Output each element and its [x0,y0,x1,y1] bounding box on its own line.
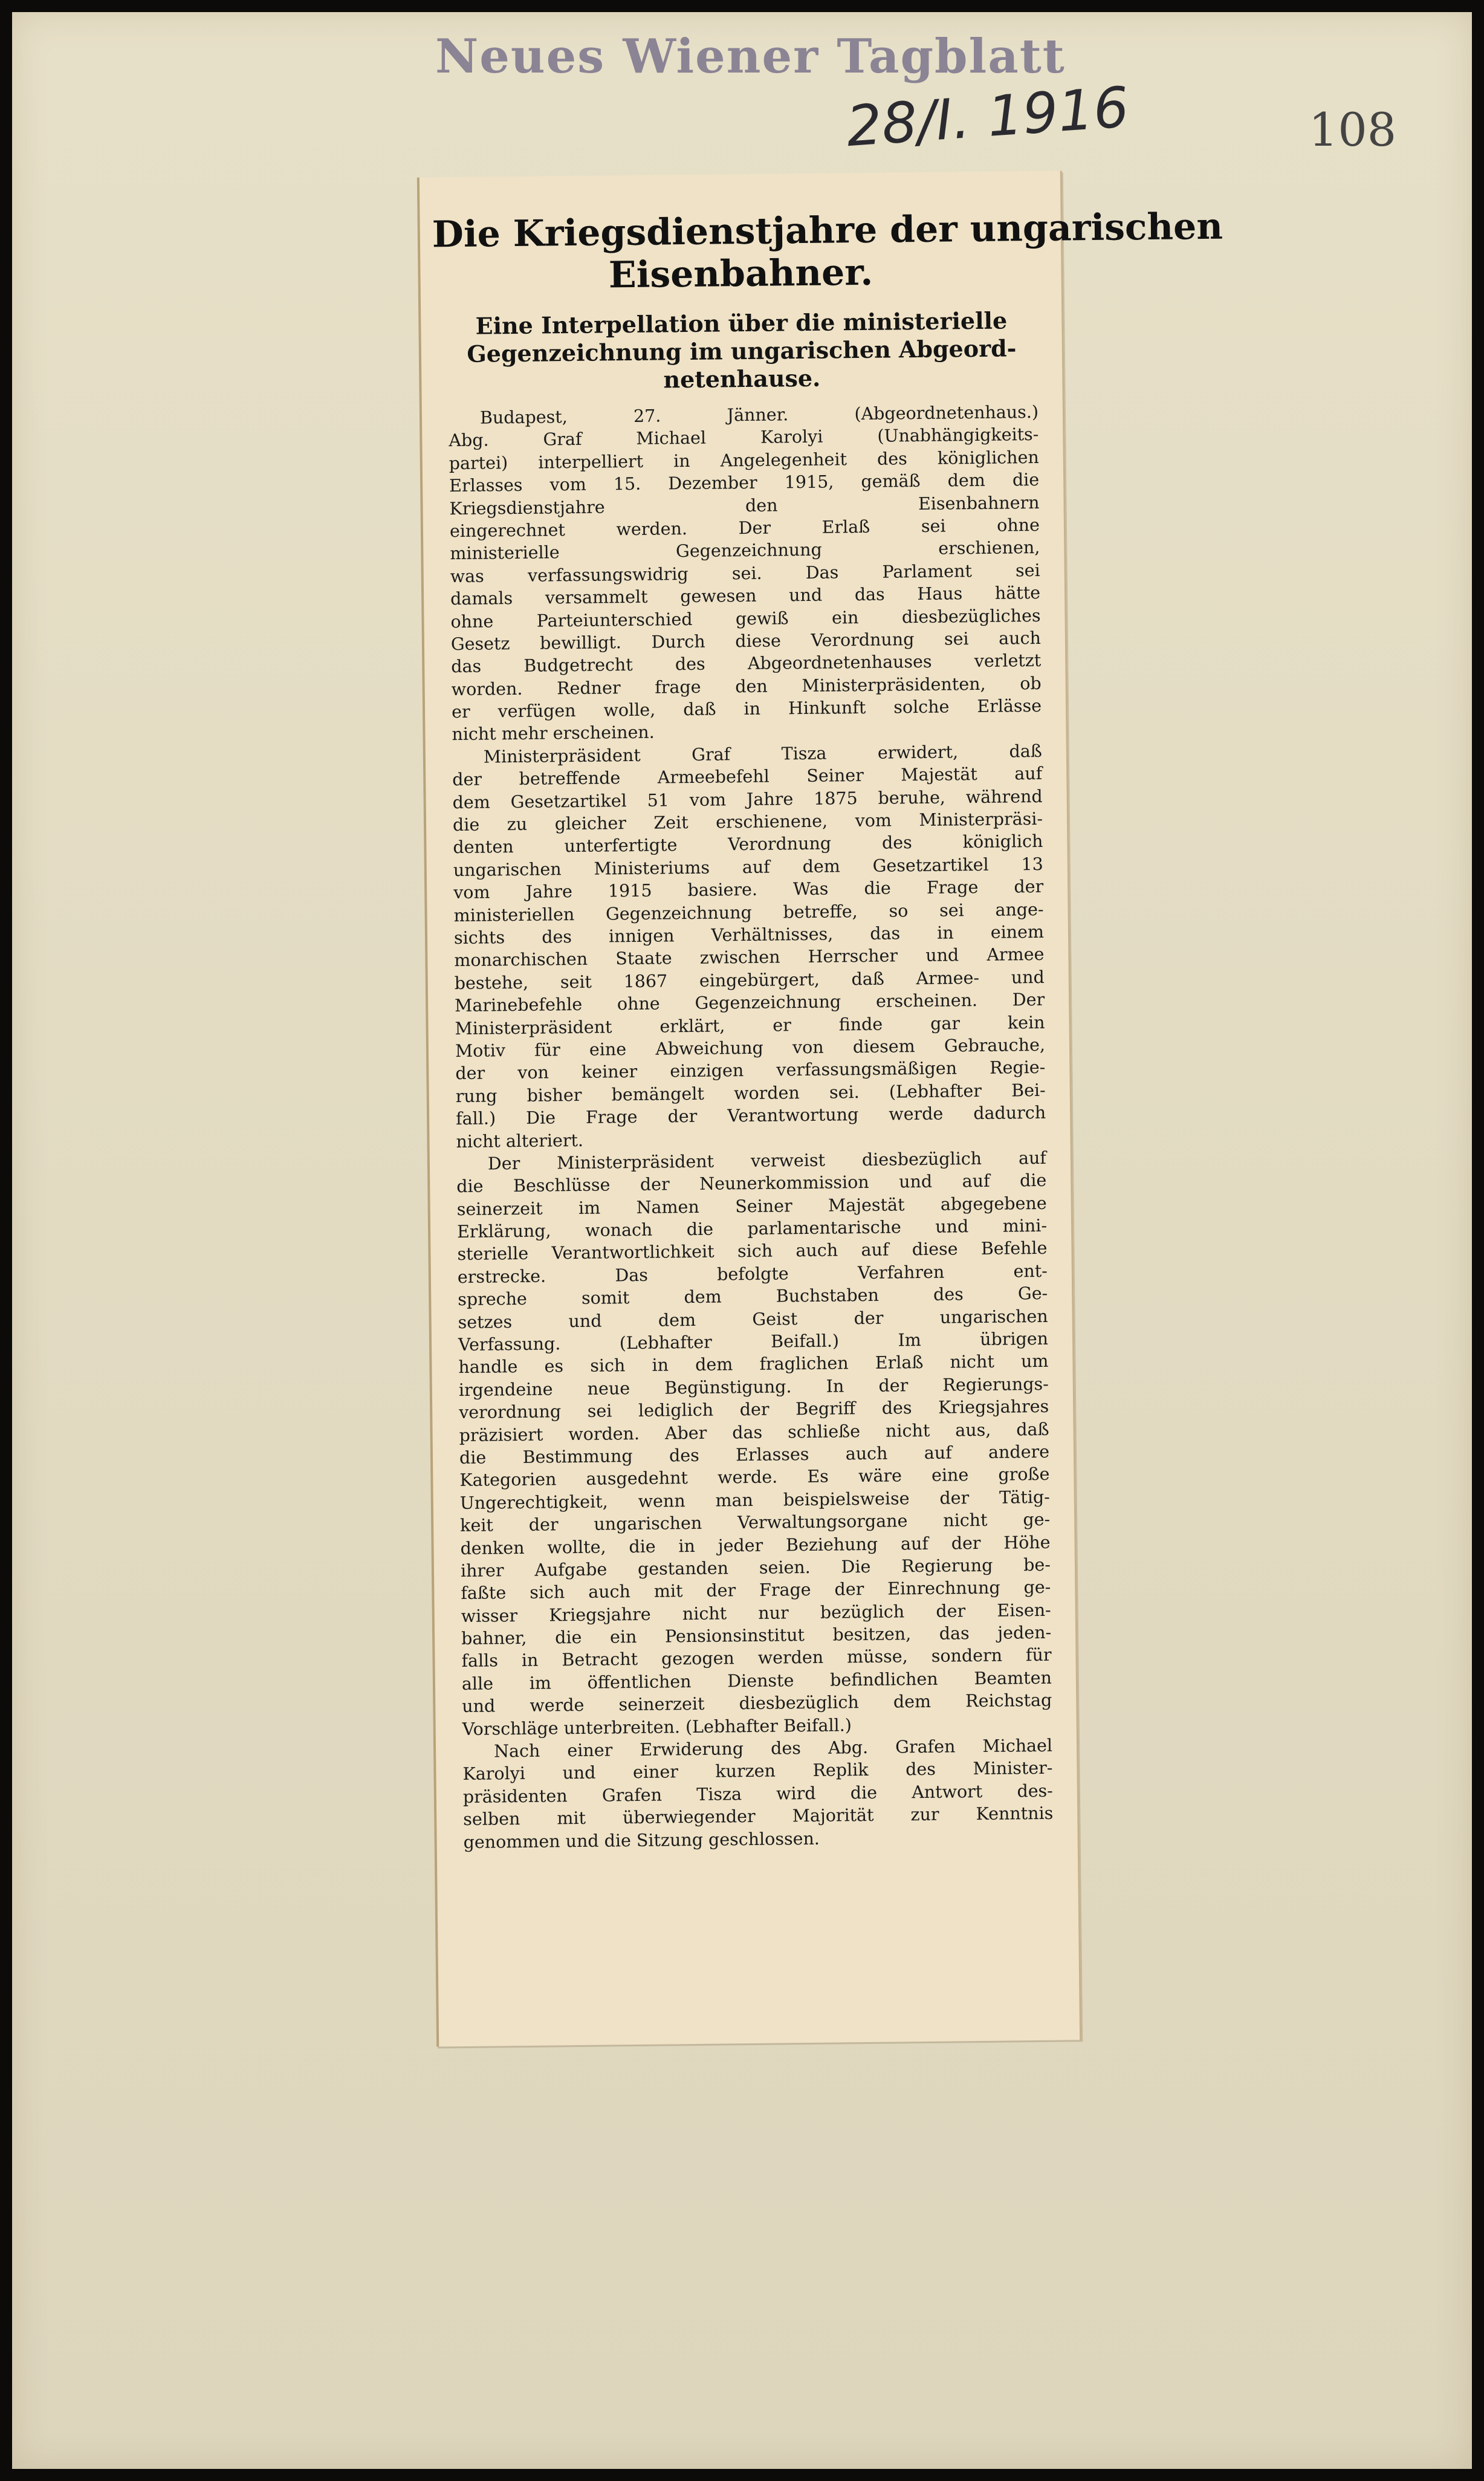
article-line: vom Jahre 1915 basiere. Was die Frage der [453,877,1044,903]
article-line: nicht mehr erscheinen. [452,722,655,745]
article-line: irgendeine neue Begünstigung. In der Regierungs- [458,1373,1049,1400]
article-line: denten unterfertigte Verordnung des königlich [453,831,1043,858]
article-line: Marinebefehle ohne Gegenzeichnung erscheinen. Der [455,990,1045,1016]
subhead-line: netenhause. [663,364,821,394]
article-line: Karolyi und einer kurzen Replik des Minister- [462,1758,1053,1785]
article-line: Der Ministerpräsident verweist diesbezüglich auf [487,1147,1047,1174]
article-line: monarchischen Staate zwischen Herrscher und Armee [454,944,1045,971]
article-line: ohne Parteiunterschied gewiß ein diesbezügliches [450,605,1041,632]
article-line: erstrecke. Das befolgte Verfahren ent- [457,1260,1048,1287]
article-line: nicht alteriert. [456,1130,584,1152]
article-line: ministerielle Gegenzeichnung erschienen, [450,537,1040,564]
article-line: der betreffende Armeebefehl Seiner Majestät auf [452,764,1043,790]
article-line: ungarischen Ministeriums auf dem Gesetzartikel 13 [453,854,1043,880]
page-number: 108 [1309,103,1397,157]
article-line: alle im öffentlichen Dienste befindlichen Beamten [461,1667,1052,1694]
article-line: setzes und dem Geist der ungarischen [458,1306,1048,1332]
article-line: Kriegsdienstjahre den Eisenbahnern [449,492,1040,519]
article-line: die Bestimmung des Erlasses auch auf andere [459,1441,1050,1468]
headline-line: Die Kriegsdienstjahre der ungarischen [432,205,1223,256]
article-line: präzisiert worden. Aber das schließe nicht aus, daß [459,1419,1049,1445]
article-line: Motiv für eine Abweichung von diesem Gebrauche, [455,1034,1046,1062]
article-line: ihrer Aufgabe gestanden seien. Die Regierung be- [460,1554,1051,1581]
newspaper-stamp: Neues Wiener Tagblatt [435,29,1066,84]
article-line: faßte sich auch mit der Frage der Einrechnung ge- [461,1577,1051,1604]
article-line: präsidenten Grafen Tisza wird die Antwort des- [462,1780,1054,1807]
article-line: Nach einer Erwiderung des Abg. Grafen Michael [493,1735,1053,1762]
article-line: keit der ungarischen Verwaltungsorgane nicht ge- [460,1509,1051,1536]
article-line: sichts des innigen Verhältnisses, das in einem [453,921,1045,949]
article-line: die zu gleicher Zeit erschienene, vom Ministerpräsi- [452,808,1043,835]
article-line: spreche somit dem Buchstaben des Ge- [458,1283,1048,1310]
article-line: Ministerpräsident Graf Tisza erwidert, daß [483,741,1043,767]
article-line: seinerzeit im Namen Seiner Majestät abgegebene [456,1193,1047,1219]
newspaper-clipping [417,170,1223,2046]
article-line: Erklärung, wonach die parlamentarische und mini- [456,1215,1048,1242]
article-line: bahner, die ein Pensionsinstitut besitzen, das jeden- [461,1622,1052,1649]
article-line: ministeriellen Gegenzeichnung betreffe, so sei ange- [453,899,1044,926]
article-line: und werde seinerzeit diesbezüglich dem Reichstag [462,1690,1052,1717]
article-line: Abg. Graf Michael Karolyi (Unabhängigkeits- [449,424,1039,451]
article-line: dem Gesetzartikel 51 vom Jahre 1875 beruhe, während [452,786,1043,812]
article-line: Erlasses vom 15. Dezember 1915, gemäß dem die [449,470,1040,496]
article-line: damals versammelt gewesen und das Haus hätte [450,583,1041,609]
article-line: das Budgetrecht des Abgeordnetenhauses verletzt [451,650,1042,677]
article-line: bestehe, seit 1867 eingebürgert, daß Armee- und [454,967,1045,993]
article-line: falls in Betracht gezogen werden müsse, sondern für [461,1645,1052,1672]
article-line: Verfassung. (Lebhafter Beifall.) Im übrigen [458,1328,1049,1355]
archive-sheet [12,12,1472,2469]
article-body [449,401,1054,1853]
article-line: fall.) Die Frage der Verantwortung werde dadurch [455,1102,1046,1129]
article-line: eingerechnet werden. Der Erlaß sei ohne [449,514,1040,542]
article-line: was verfassungswidrig sei. Das Parlament sei [450,560,1040,586]
subhead-line: Eine Interpellation über die ministerielle [475,306,1008,340]
article-line: Kategorien ausgedehnt werde. Es wäre eine große [459,1464,1050,1491]
article-line: die Beschlüsse der Neunerkommission und auf die [456,1170,1047,1197]
article-line: wisser Kriegsjahre nicht nur bezüglich der Eisen- [461,1600,1051,1626]
article-line: partei) interpelliert in Angelegenheit des königlichen [449,447,1039,473]
article-line: er verfügen wolle, daß in Hinkunft solche Erlässe [451,695,1042,722]
article-line: genommen und die Sitzung geschlossen. [463,1828,820,1852]
article-line: sterielle Verantwortlichkeit sich auch auf diese Befehle [457,1238,1048,1265]
article-line: selben mit überwiegender Majorität zur Kenntnis [463,1803,1054,1830]
article-line: verordnung sei lediglich der Begriff des Kriegsjahres [459,1396,1049,1423]
article-line: worden. Redner frage den Ministerpräsidenten, ob [451,673,1042,699]
handwritten-date: 28/I. 1916 [844,74,1131,160]
article-line: rung bisher bemängelt worden sei. (Lebhafter Bei- [455,1080,1046,1106]
article-headline [432,205,1223,299]
article-line: Budapest, 27. Jänner. (Abgeordnetenhaus.) [479,401,1039,428]
article-line: denken wollte, die in jeder Beziehung auf der Höhe [460,1532,1051,1558]
article-line: der von keiner einzigen verfassungsmäßigen Regie- [455,1057,1046,1084]
article-line: Gesetz bewilligt. Durch diese Verordnung sei auch [450,628,1042,655]
article-line: Ungerechtigkeit, wenn man beispielsweise der Tätig- [459,1487,1050,1513]
article-line: Vorschläge unterbreiten. (Lebhafter Beifall.) [462,1714,852,1739]
article-line: handle es sich in dem fraglichen Erlaß nicht um [458,1351,1049,1378]
headline-line: Eisenbahner. [608,251,873,297]
article-subhead [435,306,1048,397]
subhead-line: Gegenzeichnung im ungarischen Abgeord- [467,334,1017,368]
article-line: Ministerpräsident erklärt, er finde gar kein [455,1012,1045,1039]
